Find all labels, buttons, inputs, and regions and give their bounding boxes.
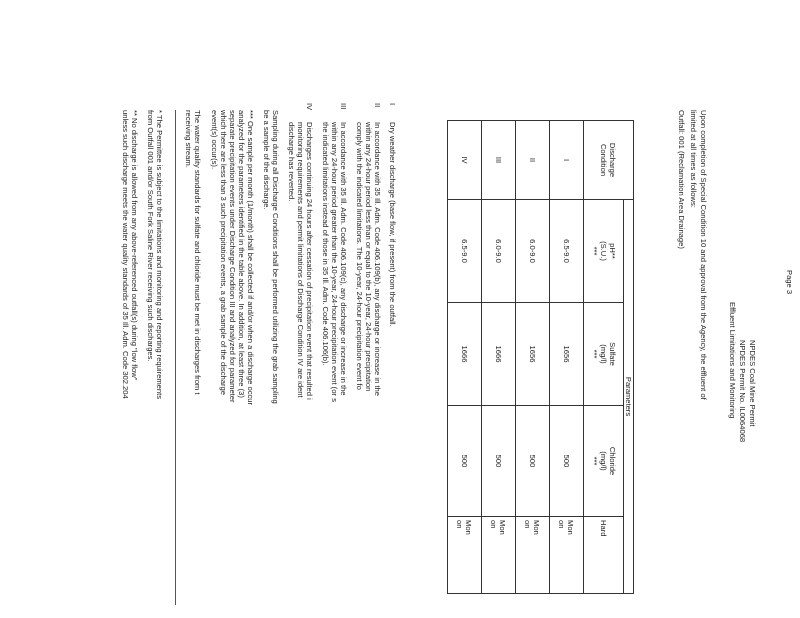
single-star-footnote-line: * The Permittee is subject to the limitations and monitoring and reporting requirements	[155, 110, 164, 399]
page-number: Page 3	[785, 270, 794, 295]
triple-star-note-line: analyzed for the parameters identified in the table above. In addition, at least three (3)	[237, 110, 246, 398]
note-2-line: In accordance with 35 Ill. Adm. Code 406.109(b), any discharge or increase in the	[373, 122, 382, 396]
parameters-table	[447, 120, 634, 594]
water-quality-line: The water quality standards for sulfate and chloride must be met in discharges from t	[193, 110, 202, 395]
note-4-line: monitoring requirements and permit limitations of Discharge Condition IV are ident	[296, 122, 305, 398]
note-3-line: the indicated limitations instead of those in 35 Ill. Adm. Code 406.106(b).	[321, 122, 330, 366]
note-1: Dry weather discharge (base flow, if present) from the outfall.	[388, 122, 397, 327]
note-3-line: within any 24-hour period greater than the 10-year, 24-hour precipitation event (or s	[330, 122, 339, 402]
cell-sulfate: 1666	[482, 303, 516, 406]
note-2-line: within any 24-hour period less than or equal to the 10-year, 24-hour precipitation	[364, 122, 373, 392]
note-mark-1: I	[388, 103, 397, 106]
header-ph: pH** (S.U.) ***	[584, 200, 624, 303]
cell-hardness: Mon on	[516, 517, 550, 594]
note-4-line: discharge has reverted.	[287, 122, 296, 202]
note-4-line: Discharges continuing 24 hours after cessation of precipitation event that resulted i	[305, 122, 314, 400]
footnote-divider	[175, 110, 176, 605]
cell-chloride: 500	[448, 406, 482, 517]
table-row	[482, 121, 516, 594]
outfall-label: Outfall: 001 (Reclamation Area Drainage)	[677, 110, 686, 249]
cell-condition: III	[482, 121, 516, 200]
cell-condition: IV	[448, 121, 482, 200]
triple-star-note-line: which there are less than 3 such precipitation events, a grab sample of the discharge	[219, 110, 228, 395]
intro-line-1: Upon completion of Special Condition 10 and approval from the Agency, the effluent of	[699, 110, 708, 400]
water-quality-line: receiving stream.	[184, 110, 193, 168]
table-row	[550, 121, 584, 594]
note-2-line: comply with the indicated limitations. The 10-year, 24-hour precipitation event fo	[355, 122, 364, 390]
intro-line-2: limited at all times as follows:	[689, 110, 698, 208]
header-sulfate: Sulfate (mg/l) ***	[584, 303, 624, 406]
sampling-line: be a sample of the discharge.	[262, 110, 271, 210]
cell-ph: 6.0-9.0	[516, 200, 550, 303]
triple-star-note-line: *** One sample per month (1/month) shall be collected if and/or when a discharge occur	[246, 110, 255, 406]
cell-chloride: 500	[516, 406, 550, 517]
note-mark-3: III	[339, 103, 348, 110]
note-3-line: In accordance with 35 Ill. Adm. Code 406.109(c), any discharge or increase in the	[339, 122, 348, 396]
triple-star-note-line: event(s) occur(s).	[210, 110, 219, 170]
cell-sulfate: 1656	[516, 303, 550, 406]
table-row	[448, 121, 482, 594]
cell-sulfate: 1656	[550, 303, 584, 406]
header-chloride: Chloride (mg/l) ***	[584, 406, 624, 517]
header-discharge-condition: Discharge Condition	[584, 121, 634, 200]
cell-hardness: Mon on	[448, 517, 482, 594]
cell-ph: 6.5-9.0	[550, 200, 584, 303]
single-star-footnote-line: from Outfall 001 and/or South Fork Saline River receiving such discharges.	[146, 110, 155, 362]
cell-sulfate: 1666	[448, 303, 482, 406]
note-mark-4: IV	[305, 103, 314, 111]
header-hardness: Hard	[584, 517, 624, 594]
document-title: NPDES Coal Mine Permit	[748, 340, 757, 427]
permit-number: NPDES Permit No. IL0064068	[738, 340, 747, 443]
cell-hardness: Mon on	[550, 517, 584, 594]
document-subtitle: Effluent Limitations and Monitoring	[728, 302, 737, 419]
cell-condition: II	[516, 121, 550, 200]
double-star-footnote-line: ** No discharge is allowed from any above-referenced outfall(s) during "low flow"	[130, 110, 139, 381]
cell-hardness: Mon on	[482, 517, 516, 594]
header-parameters: Parameters	[624, 200, 634, 594]
note-mark-2: II	[373, 103, 382, 108]
double-star-footnote-line: unless such discharge meets the water quality standards of 35 Ill. Adm. Code 302.204	[121, 110, 130, 399]
sampling-line: Sampling during all Discharge Conditions shall be performed utilizing the grab sampling	[271, 110, 280, 404]
triple-star-note-line: separate precipitation events under Discharge Condition III and analyzed for parameter	[228, 110, 237, 403]
cell-chloride: 500	[482, 406, 516, 517]
cell-chloride: 500	[550, 406, 584, 517]
table-row	[516, 121, 550, 594]
cell-ph: 6.5-9.0	[448, 200, 482, 303]
cell-ph: 6.0-9.0	[482, 200, 516, 303]
cell-condition: I	[550, 121, 584, 200]
